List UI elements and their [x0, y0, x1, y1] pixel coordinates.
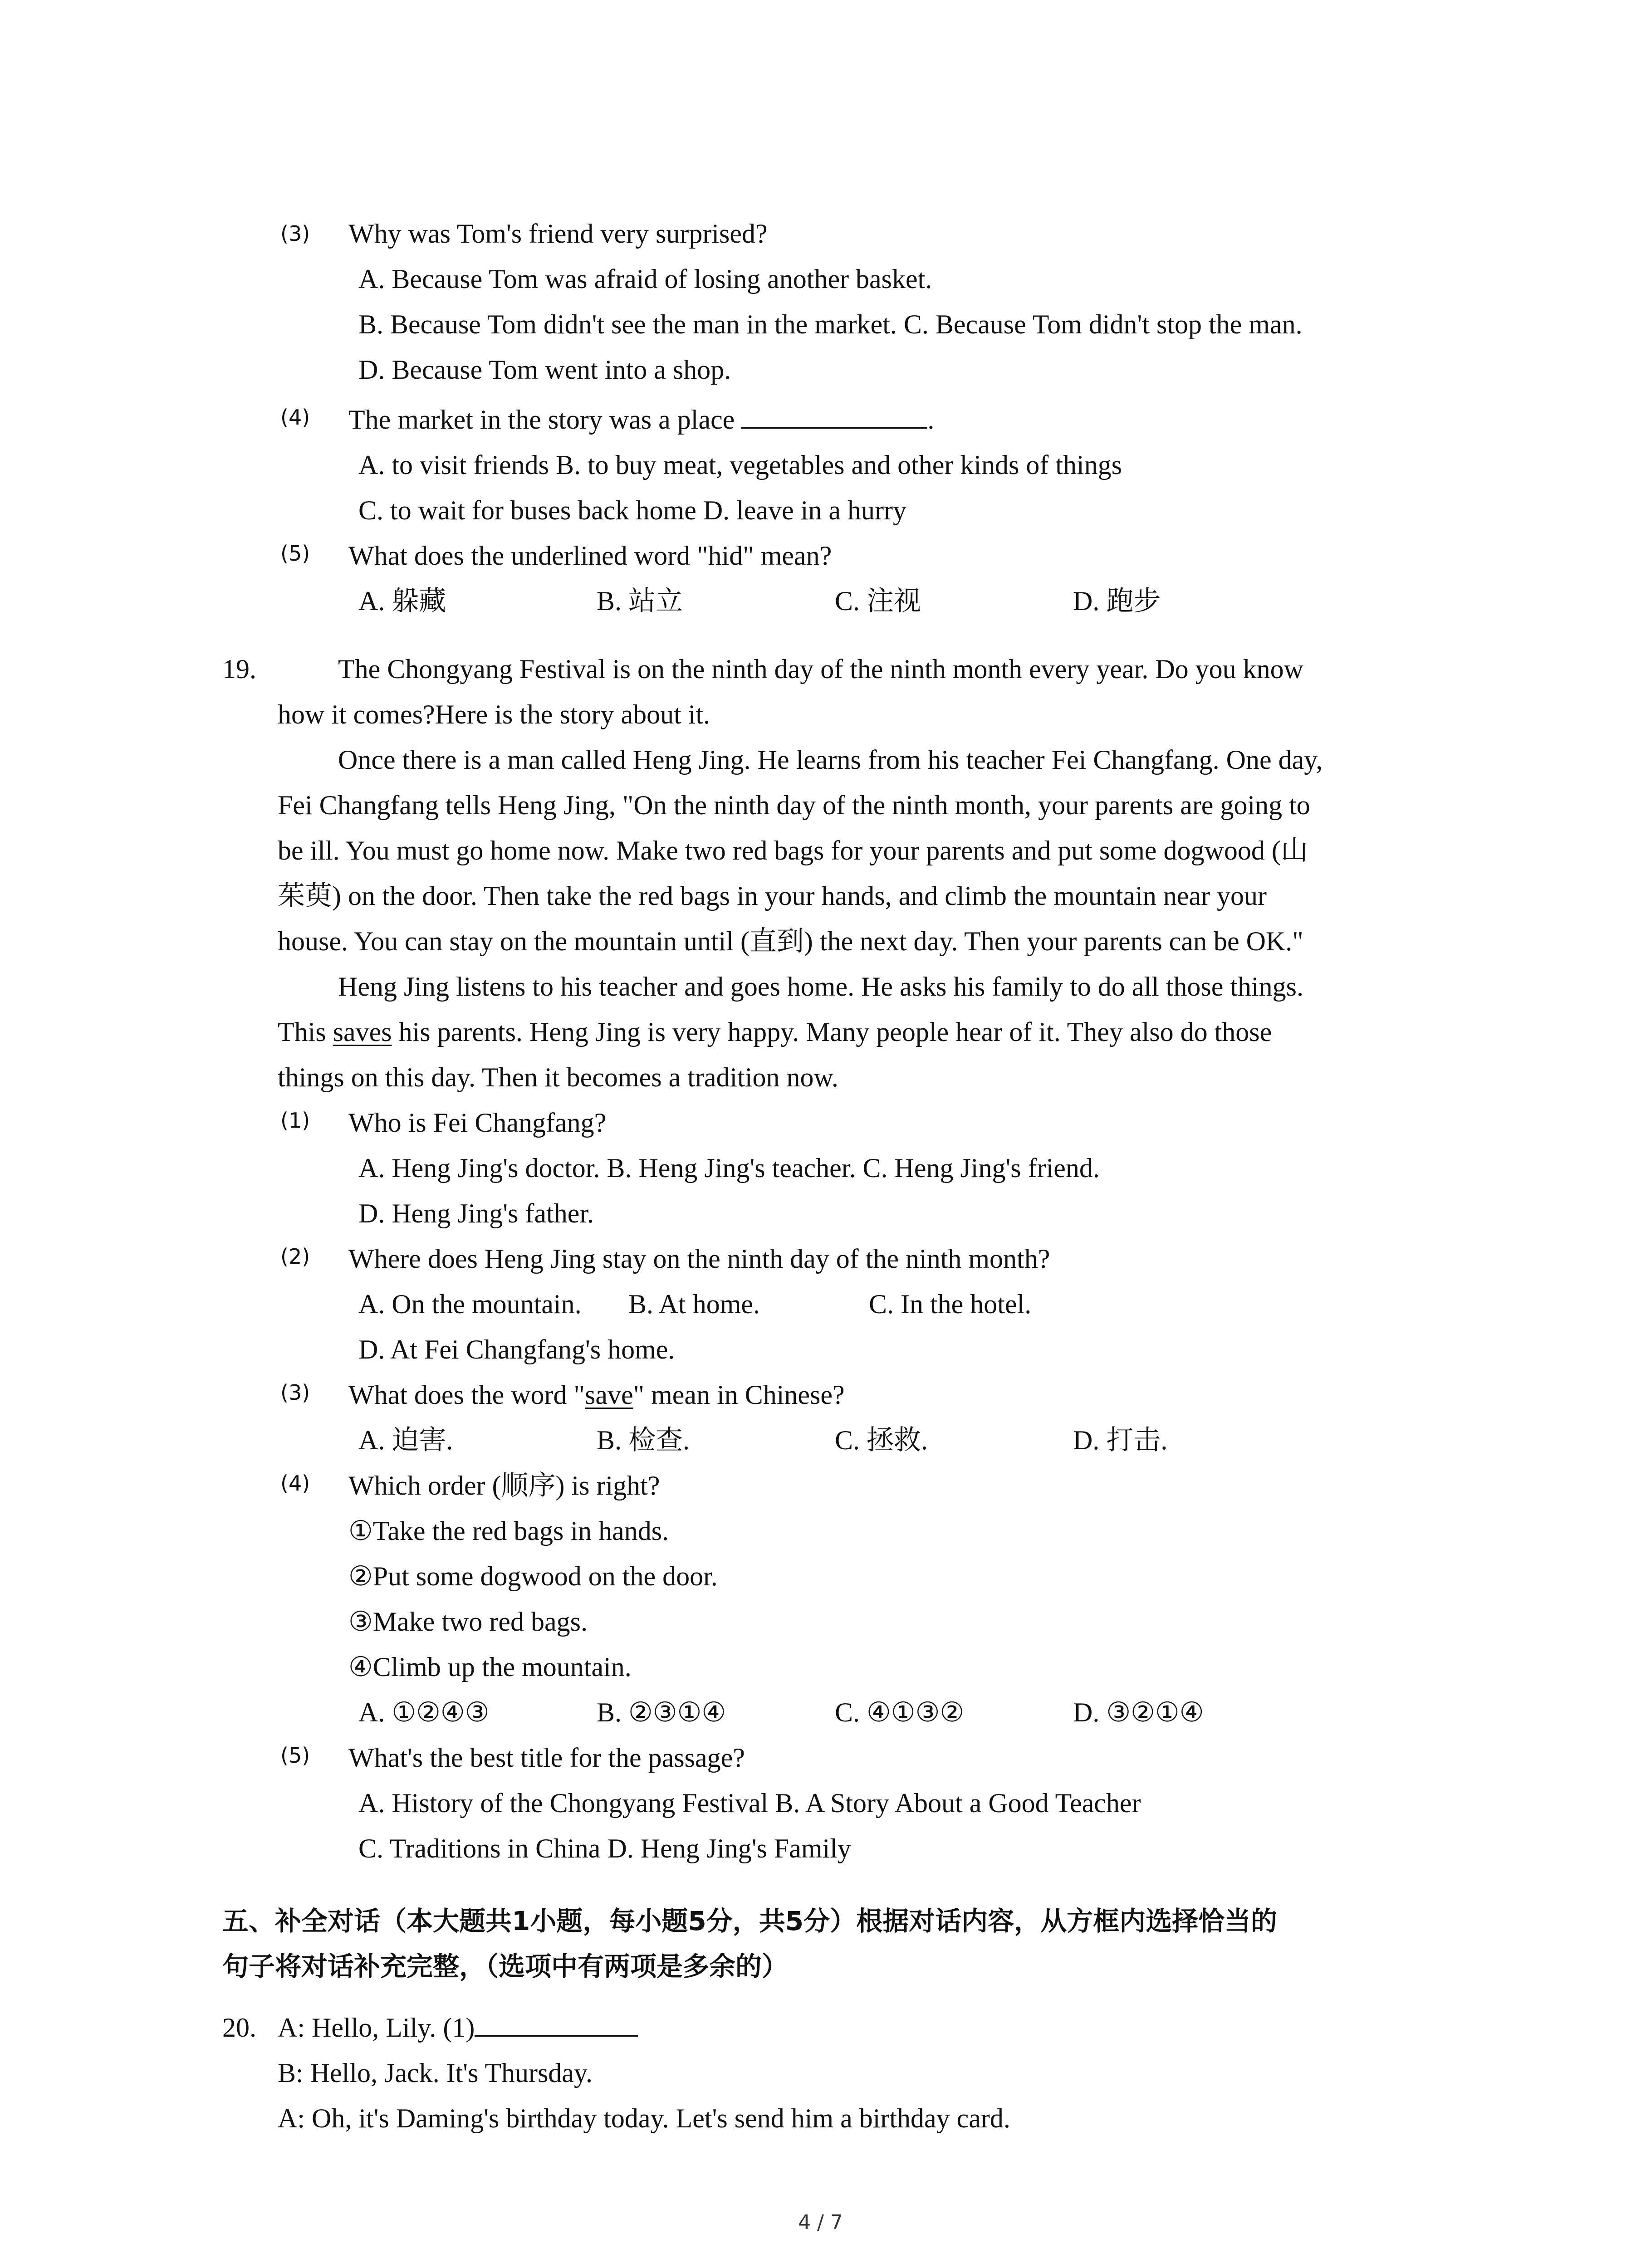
q19-sub3-question: [348, 1377, 845, 1413]
q19-paragraph2-line3: be ill. You must go home now. Make two red bags for your parents and put some dogwood (山: [278, 836, 1308, 865]
q19-sub4-step1: ①Take the red bags in hands.: [348, 1516, 669, 1546]
q19-paragraph3-line3: things on this day. Then it becomes a tradition now.: [278, 1062, 838, 1092]
q20-number: 20.: [222, 2013, 256, 2043]
q18-sub3-question: Why was Tom's friend very surprised?: [348, 219, 768, 249]
q18-sub5-option-a: A. 躲藏: [358, 586, 446, 616]
q19-sub5-options-cd: C. Traditions in China D. Heng Jing's Family: [358, 1833, 851, 1863]
q18-sub4-question-text: The market in the story was a place: [348, 405, 742, 435]
q19-sub2-option-c: C. In the hotel.: [869, 1289, 1032, 1319]
q19-paragraph1-line2: how it comes?Here is the story about it.: [278, 699, 710, 729]
q19-sub2-option-b: B. At home.: [628, 1289, 760, 1319]
q18-sub3-number: (3): [280, 221, 310, 246]
underlined-word-save: save: [585, 1380, 633, 1410]
q19-sub1-number: (1): [280, 1108, 310, 1133]
q18-sub3-option-a: A. Because Tom was afraid of losing another basket.: [358, 264, 932, 294]
q19-sub4-number: (4): [280, 1471, 310, 1496]
q18-sub4-options-cd: C. to wait for buses back home D. leave in a hurry: [358, 495, 906, 525]
section5-heading-line2: 句子将对话补充完整，（选项中有两项是多余的）: [222, 1951, 789, 1982]
q19-sub2-option-d: D. At Fei Changfang's home.: [358, 1334, 675, 1364]
underlined-word-saves: saves: [333, 1017, 392, 1047]
q19-sub4-option-a: A. ①②④③: [358, 1697, 490, 1727]
answer-blank: [741, 401, 927, 429]
q19-sub3-option-c: C. 拯救.: [835, 1425, 928, 1455]
q18-sub4-number: (4): [280, 405, 310, 430]
q19-sub4-option-d: D. ③②①④: [1073, 1697, 1204, 1727]
q18-sub5-option-d: D. 跑步: [1073, 586, 1161, 616]
q19-paragraph3-line2-post: his parents. Heng Jing is very happy. Many people hear of it. They also do those: [392, 1017, 1272, 1047]
q18-sub4-options-ab: A. to visit friends B. to buy meat, vegetables and other kinds of things: [358, 450, 1122, 480]
q19-sub4-question: Which order (顺序) is right?: [348, 1471, 660, 1501]
q19-sub5-options-ab: A. History of the Chongyang Festival B. A Story About a Good Teacher: [358, 1788, 1141, 1818]
answer-blank: [475, 2009, 638, 2037]
page-number: 4 / 7: [798, 2211, 843, 2234]
q19-paragraph1-line1: The Chongyang Festival is on the ninth day of the ninth month every year. Do you know: [338, 654, 1304, 684]
q18-sub4-question-tail: .: [927, 405, 935, 435]
q19-sub1-option-d: D. Heng Jing's father.: [358, 1198, 594, 1228]
q19-sub4-step4: ④Climb up the mountain.: [348, 1652, 632, 1682]
q19-paragraph3-line1: Heng Jing listens to his teacher and goes home. He asks his family to do all those things.: [338, 972, 1304, 1002]
q19-sub2-question: Where does Heng Jing stay on the ninth day of the ninth month?: [348, 1244, 1050, 1274]
q19-number: 19.: [222, 654, 256, 684]
q18-sub3-option-d: D. Because Tom went into a shop.: [358, 355, 731, 385]
q19-sub4-step2: ②Put some dogwood on the door.: [348, 1561, 718, 1591]
q19-paragraph3-line2-pre: This: [278, 1017, 333, 1047]
q18-sub5-question: What does the underlined word "hid" mean?: [348, 541, 832, 571]
q18-sub5-option-c: C. 注视: [835, 586, 921, 616]
q19-sub3-question-post: " mean in Chinese?: [633, 1380, 845, 1410]
q19-sub2-number: (2): [280, 1244, 310, 1269]
q18-sub5-option-b: B. 站立: [597, 586, 683, 616]
q19-sub3-number: (3): [280, 1380, 310, 1405]
section5-heading-line1: 五、补全对话（本大题共1小题，每小题5分，共5分）根据对话内容，从方框内选择恰当的: [222, 1906, 1278, 1936]
q19-sub2-option-a: A. On the mountain.: [358, 1289, 582, 1319]
q20-line-b1: B: Hello, Jack. It's Thursday.: [278, 2058, 593, 2088]
q19-paragraph2-line4: 茱萸) on the door. Then take the red bags in your hands, and climb the mountain near your: [278, 881, 1267, 911]
q19-sub3-question-pre: What does the word ": [348, 1380, 585, 1410]
q20-line-a1: [278, 2009, 638, 2046]
q19-sub3-option-d: D. 打击.: [1073, 1425, 1168, 1455]
q19-sub1-question: Who is Fei Changfang?: [348, 1108, 607, 1138]
q18-sub3-options-bc: B. Because Tom didn't see the man in the market. C. Because Tom didn't stop the man.: [358, 309, 1303, 339]
q19-sub4-step3: ③Make two red bags.: [348, 1607, 588, 1637]
q19-sub5-number: (5): [280, 1743, 310, 1768]
q19-sub3-option-b: B. 检查.: [597, 1425, 690, 1455]
q19-paragraph2-line2: Fei Changfang tells Heng Jing, "On the ninth day of the ninth month, your parents are going to: [278, 790, 1310, 820]
q19-paragraph2-line1: Once there is a man called Heng Jing. He learns from his teacher Fei Changfang. One day,: [338, 745, 1323, 775]
q20-line-a1-text: A: Hello, Lily. (1): [278, 2013, 475, 2043]
q19-sub5-question: What's the best title for the passage?: [348, 1743, 745, 1773]
q19-sub1-options-abc: A. Heng Jing's doctor. B. Heng Jing's teacher. C. Heng Jing's friend.: [358, 1153, 1100, 1183]
q19-sub4-option-c: C. ④①③②: [835, 1697, 965, 1727]
q20-line-a2: A: Oh, it's Daming's birthday today. Let's send him a birthday card.: [278, 2103, 1010, 2133]
q19-paragraph3-line2: [278, 1014, 1272, 1050]
q19-sub3-option-a: A. 迫害.: [358, 1425, 453, 1455]
q19-sub4-option-b: B. ②③①④: [597, 1697, 726, 1727]
q18-sub4-question: [348, 401, 934, 438]
q19-paragraph2-line5: house. You can stay on the mountain until (直到) the next day. Then your parents can be OK.": [278, 926, 1303, 956]
q18-sub5-number: (5): [280, 541, 310, 566]
